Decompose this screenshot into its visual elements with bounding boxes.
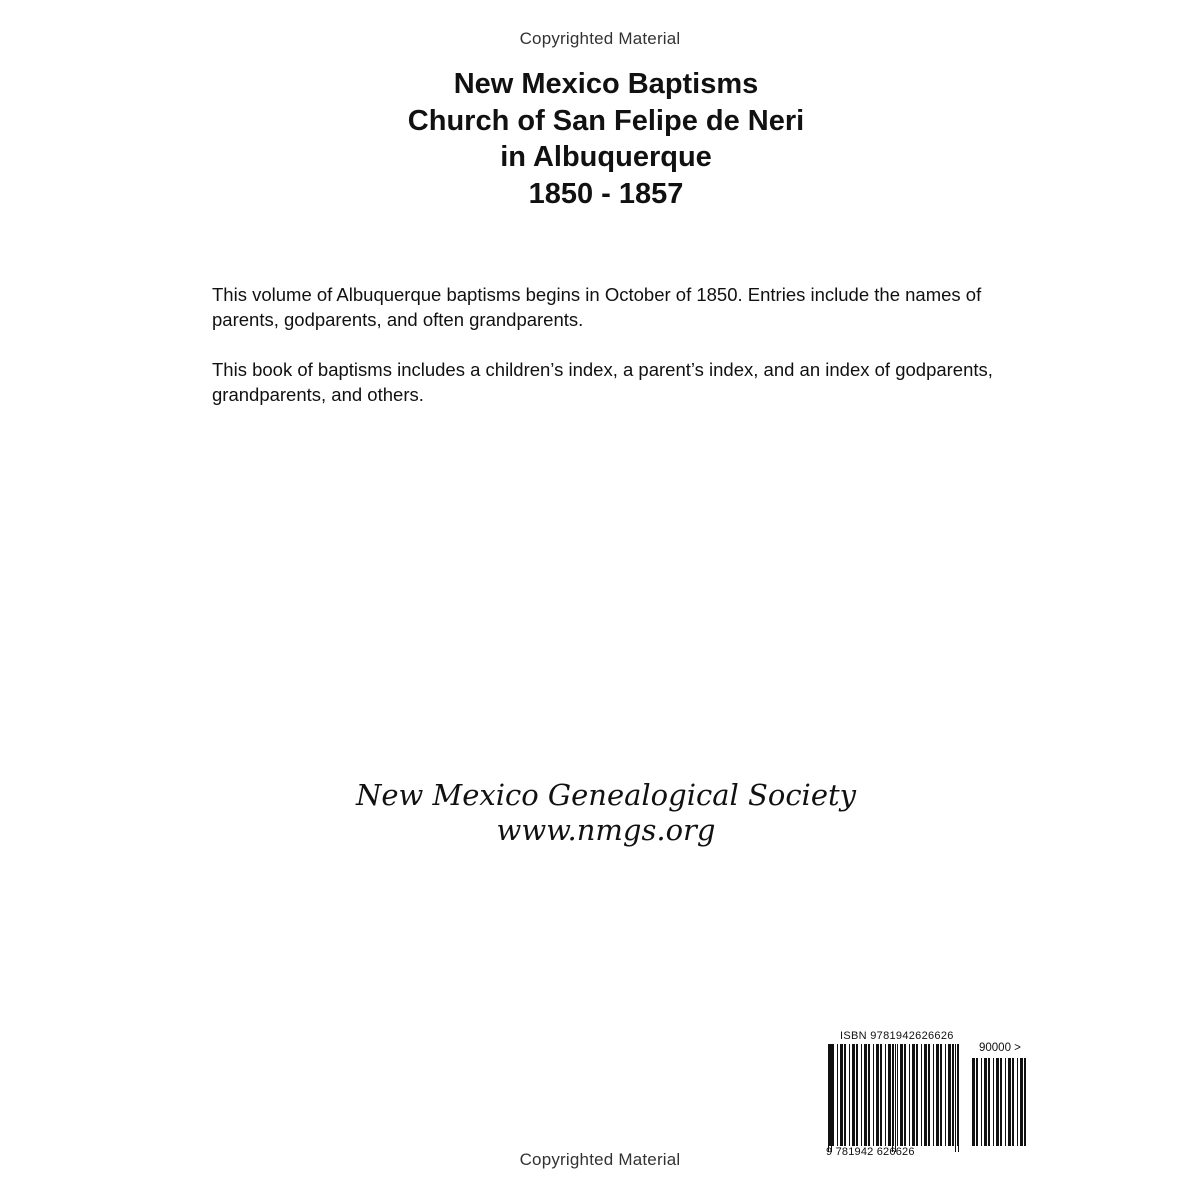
copyright-notice-top: Copyrighted Material — [519, 29, 681, 48]
isbn-label: ISBN 9781942626626 — [840, 1030, 954, 1042]
publisher-name: New Mexico Genealogical Society — [355, 778, 857, 812]
ean-digits: 9 781942 626626 — [826, 1146, 915, 1158]
publisher-url: www.nmgs.org — [496, 813, 716, 847]
title-line-3: in Albuquerque — [500, 141, 712, 173]
title-line-2: Church of San Felipe de Neri — [407, 104, 805, 137]
publisher-block — [0, 778, 1200, 848]
book-title — [0, 66, 1200, 212]
isbn-barcode — [826, 1030, 1046, 1165]
title-line-4: 1850 - 1857 — [528, 177, 684, 210]
description-paragraph-2: This book of baptisms includes a children’s index, a parent’s index, and an index of godparents, grandparents, and others. — [212, 359, 993, 405]
title-line-1: New Mexico Baptisms — [453, 68, 759, 100]
price-code: 90000 > — [979, 1042, 1021, 1054]
description-paragraph-1: This volume of Albuquerque baptisms begins in October of 1850. Entries include the names of parents, godparents, and often grandparents. — [212, 284, 982, 330]
copyright-notice-bottom: Copyrighted Material — [519, 1150, 681, 1169]
